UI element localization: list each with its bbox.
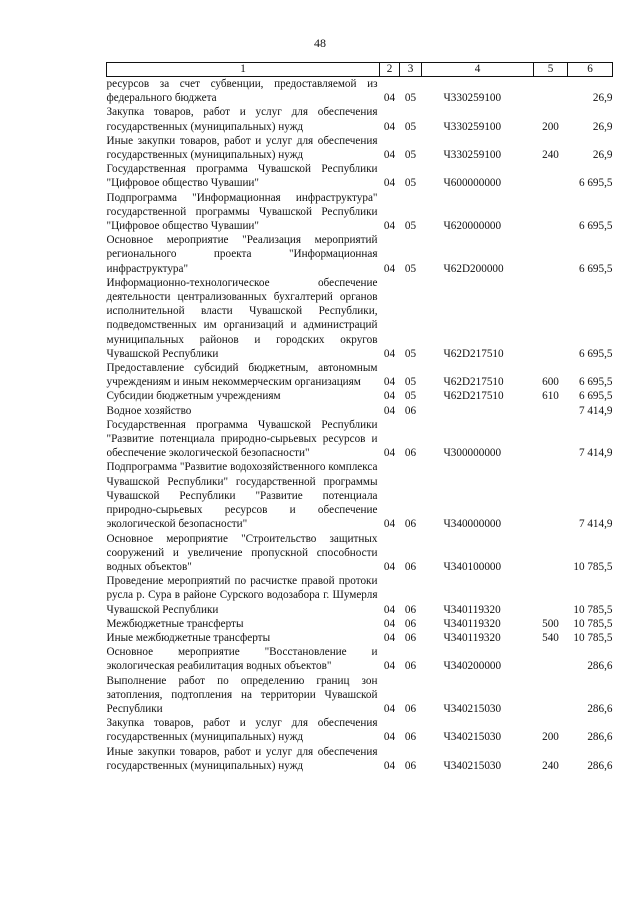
table-header-row	[107, 63, 613, 77]
row-section: 04	[383, 631, 396, 644]
row-target-code: Ч62D200000	[443, 262, 504, 275]
row-subsection: 05	[404, 92, 417, 105]
row-section: 04	[383, 518, 396, 531]
table-row	[107, 105, 613, 133]
row-name: Иные закупки товаров, работ и услуг для обеспечения государственных (муниципальных) нужд	[106, 745, 378, 772]
table-row	[107, 532, 613, 575]
row-target-code: Ч300000000	[443, 447, 502, 460]
header-col-1: 1	[107, 63, 380, 77]
row-target-code: Ч340119320	[443, 617, 501, 630]
row-amount: 26,9	[592, 92, 613, 105]
row-section: 04	[383, 731, 396, 744]
row-subsection: 06	[404, 702, 417, 715]
row-expense-type	[534, 404, 568, 418]
row-name: Основное мероприятие "Восстановление и экологическая реабилитация водных объектов"	[106, 646, 378, 673]
row-amount: 6 695,5	[578, 347, 613, 360]
row-target-code: Ч62D217510	[443, 347, 504, 360]
budget-table	[106, 62, 613, 773]
row-name: Водное хозяйство	[106, 404, 192, 417]
row-expense-type	[534, 645, 568, 673]
row-subsection: 06	[404, 617, 417, 630]
row-amount: 10 785,5	[573, 617, 613, 630]
row-subsection: 06	[404, 560, 417, 573]
row-amount: 6 695,5	[578, 220, 613, 233]
table-row	[107, 404, 613, 418]
row-target-code: Ч340100000	[443, 560, 502, 573]
row-target-code: Ч62D217510	[443, 390, 504, 403]
row-subsection: 06	[404, 731, 417, 744]
row-amount: 10 785,5	[573, 560, 613, 573]
table-row	[107, 77, 613, 106]
row-expense-type: 240	[542, 149, 559, 162]
table-row	[107, 574, 613, 617]
row-subsection: 05	[404, 120, 417, 133]
table-row	[107, 162, 613, 190]
row-subsection: 06	[404, 518, 417, 531]
row-amount: 6 695,5	[578, 376, 613, 389]
row-expense-type	[534, 162, 568, 190]
row-name: Подпрограмма "Информационная инфраструктура" государственной программы Чувашской Республики "Цифровое общество Чувашии"	[106, 191, 378, 233]
row-amount: 10 785,5	[573, 603, 613, 616]
table-row	[107, 361, 613, 389]
row-section: 04	[383, 376, 396, 389]
row-expense-type	[534, 418, 568, 461]
row-expense-type	[534, 460, 568, 531]
table-row	[107, 460, 613, 531]
row-subsection: 05	[404, 376, 417, 389]
table-row	[107, 716, 613, 744]
row-name: Предоставление субсидий бюджетным, автономным учреждениям и иным некоммерческим организациям	[106, 362, 378, 389]
header-col-6: 6	[568, 63, 613, 77]
row-target-code	[422, 404, 534, 418]
row-amount: 26,9	[592, 120, 613, 133]
row-expense-type: 610	[542, 390, 559, 403]
row-amount: 286,6	[587, 759, 613, 772]
header-col-3: 3	[400, 63, 422, 77]
row-expense-type: 200	[542, 731, 559, 744]
table-row	[107, 745, 613, 773]
table-row	[107, 389, 613, 403]
row-name: Информационно-технологическое обеспечение деятельности централизованных бухгалтерий органов исполнительной власти Чувашской Республики, подведомственных им организаций и администраций муниципальных районов и городских округов Чувашской Республики	[106, 276, 378, 360]
row-expense-type: 200	[542, 120, 559, 133]
row-target-code: Ч340200000	[443, 660, 502, 673]
row-expense-type	[534, 276, 568, 361]
row-name: Субсидии бюджетным учреждениям	[106, 390, 281, 403]
row-section: 04	[383, 177, 396, 190]
row-target-code: Ч340119320	[443, 603, 501, 616]
row-expense-type	[534, 77, 568, 106]
row-expense-type	[534, 674, 568, 717]
row-subsection: 06	[404, 447, 417, 460]
table-row	[107, 134, 613, 162]
row-subsection: 05	[404, 149, 417, 162]
row-amount: 286,6	[587, 660, 613, 673]
row-target-code: Ч340000000	[443, 518, 502, 531]
row-target-code: Ч600000000	[443, 177, 502, 190]
row-subsection: 06	[404, 404, 417, 417]
row-name: Проведение мероприятий по расчистке правой протоки русла р. Сура в районе Сурского водозабора г. Шумерля Чувашской Республики	[106, 575, 378, 616]
row-amount: 7 414,9	[578, 404, 613, 417]
row-target-code: Ч340215030	[443, 759, 502, 772]
row-target-code: Ч330259100	[443, 92, 502, 105]
table-row	[107, 191, 613, 234]
row-expense-type	[534, 191, 568, 234]
row-section: 04	[383, 447, 396, 460]
row-name: ресурсов за счет субвенции, предоставляемой из федерального бюджета	[106, 78, 378, 105]
row-amount: 7 414,9	[578, 518, 613, 531]
row-amount: 286,6	[587, 731, 613, 744]
row-name: Закупка товаров, работ и услуг для обеспечения государственных (муниципальных) нужд	[106, 106, 378, 133]
header-col-4: 4	[422, 63, 534, 77]
row-target-code: Ч330259100	[443, 149, 502, 162]
row-target-code: Ч620000000	[443, 220, 502, 233]
row-name: Основное мероприятие "Реализация мероприятий регионального проекта "Информационная инфраструктура"	[106, 234, 378, 275]
row-target-code: Ч330259100	[443, 120, 502, 133]
row-amount: 26,9	[592, 149, 613, 162]
row-amount: 6 695,5	[578, 177, 613, 190]
row-section: 04	[383, 149, 396, 162]
row-section: 04	[383, 92, 396, 105]
row-name: Основное мероприятие "Строительство защитных сооружений и увеличение пропускной способности водных объектов"	[106, 532, 378, 573]
row-name: Закупка товаров, работ и услуг для обеспечения государственных (муниципальных) нужд	[106, 717, 378, 744]
row-expense-type: 540	[542, 631, 559, 644]
row-expense-type: 500	[542, 617, 559, 630]
table-row	[107, 631, 613, 645]
row-expense-type: 600	[542, 376, 559, 389]
row-subsection: 05	[404, 177, 417, 190]
table-row	[107, 645, 613, 673]
row-amount: 6 695,5	[578, 390, 613, 403]
row-name: Межбюджетные трансферты	[106, 617, 244, 630]
table-row	[107, 233, 613, 276]
row-target-code: Ч340119320	[443, 631, 501, 644]
table-row	[107, 617, 613, 631]
header-col-5: 5	[534, 63, 568, 77]
page-number: 48	[314, 36, 326, 50]
row-section: 04	[383, 702, 396, 715]
row-amount: 10 785,5	[573, 631, 613, 644]
row-section: 04	[383, 603, 396, 616]
row-subsection: 05	[404, 390, 417, 403]
row-amount: 7 414,9	[578, 447, 613, 460]
row-section: 04	[383, 560, 396, 573]
row-subsection: 06	[404, 660, 417, 673]
table-row	[107, 674, 613, 717]
header-col-2: 2	[380, 63, 400, 77]
row-expense-type	[534, 233, 568, 276]
row-name: Иные закупки товаров, работ и услуг для обеспечения государственных (муниципальных) нужд	[106, 134, 378, 162]
row-expense-type	[534, 532, 568, 575]
row-subsection: 05	[404, 220, 417, 233]
table-row	[107, 418, 613, 461]
row-section: 04	[383, 404, 396, 417]
row-target-code: Ч340215030	[443, 702, 502, 715]
row-section: 04	[383, 390, 396, 403]
row-subsection: 05	[404, 262, 417, 275]
row-amount: 286,6	[587, 702, 613, 715]
row-subsection: 06	[404, 631, 417, 644]
row-target-code: Ч340215030	[443, 731, 502, 744]
row-section: 04	[383, 759, 396, 772]
row-section: 04	[383, 347, 396, 360]
row-section: 04	[383, 220, 396, 233]
row-expense-type: 240	[542, 759, 559, 772]
row-section: 04	[383, 120, 396, 133]
row-target-code: Ч62D217510	[443, 376, 504, 389]
row-amount: 6 695,5	[578, 262, 613, 275]
row-section: 04	[383, 617, 396, 630]
row-subsection: 06	[404, 759, 417, 772]
row-name: Подпрограмма "Развитие водохозяйственного комплекса Чувашской Республики" государственной программы Чувашской Республики "Развитие потенциала природно-сырьевых ресурсов и обеспечение экологической безопасности"	[106, 461, 378, 531]
row-section: 04	[383, 262, 396, 275]
row-name: Выполнение работ по определению границ зон затопления, подтопления на территории Чувашской Республики	[106, 674, 378, 715]
table-row	[107, 276, 613, 361]
row-subsection: 05	[404, 347, 417, 360]
row-name: Иные межбюджетные трансферты	[106, 631, 271, 644]
row-name: Государственная программа Чувашской Республики "Развитие потенциала природно-сырьевых ресурсов и обеспечение экологической безопасности"	[106, 418, 378, 460]
row-expense-type	[534, 574, 568, 617]
row-subsection: 06	[404, 603, 417, 616]
row-name: Государственная программа Чувашской Республики "Цифровое общество Чувашии"	[106, 163, 378, 190]
row-section: 04	[383, 660, 396, 673]
